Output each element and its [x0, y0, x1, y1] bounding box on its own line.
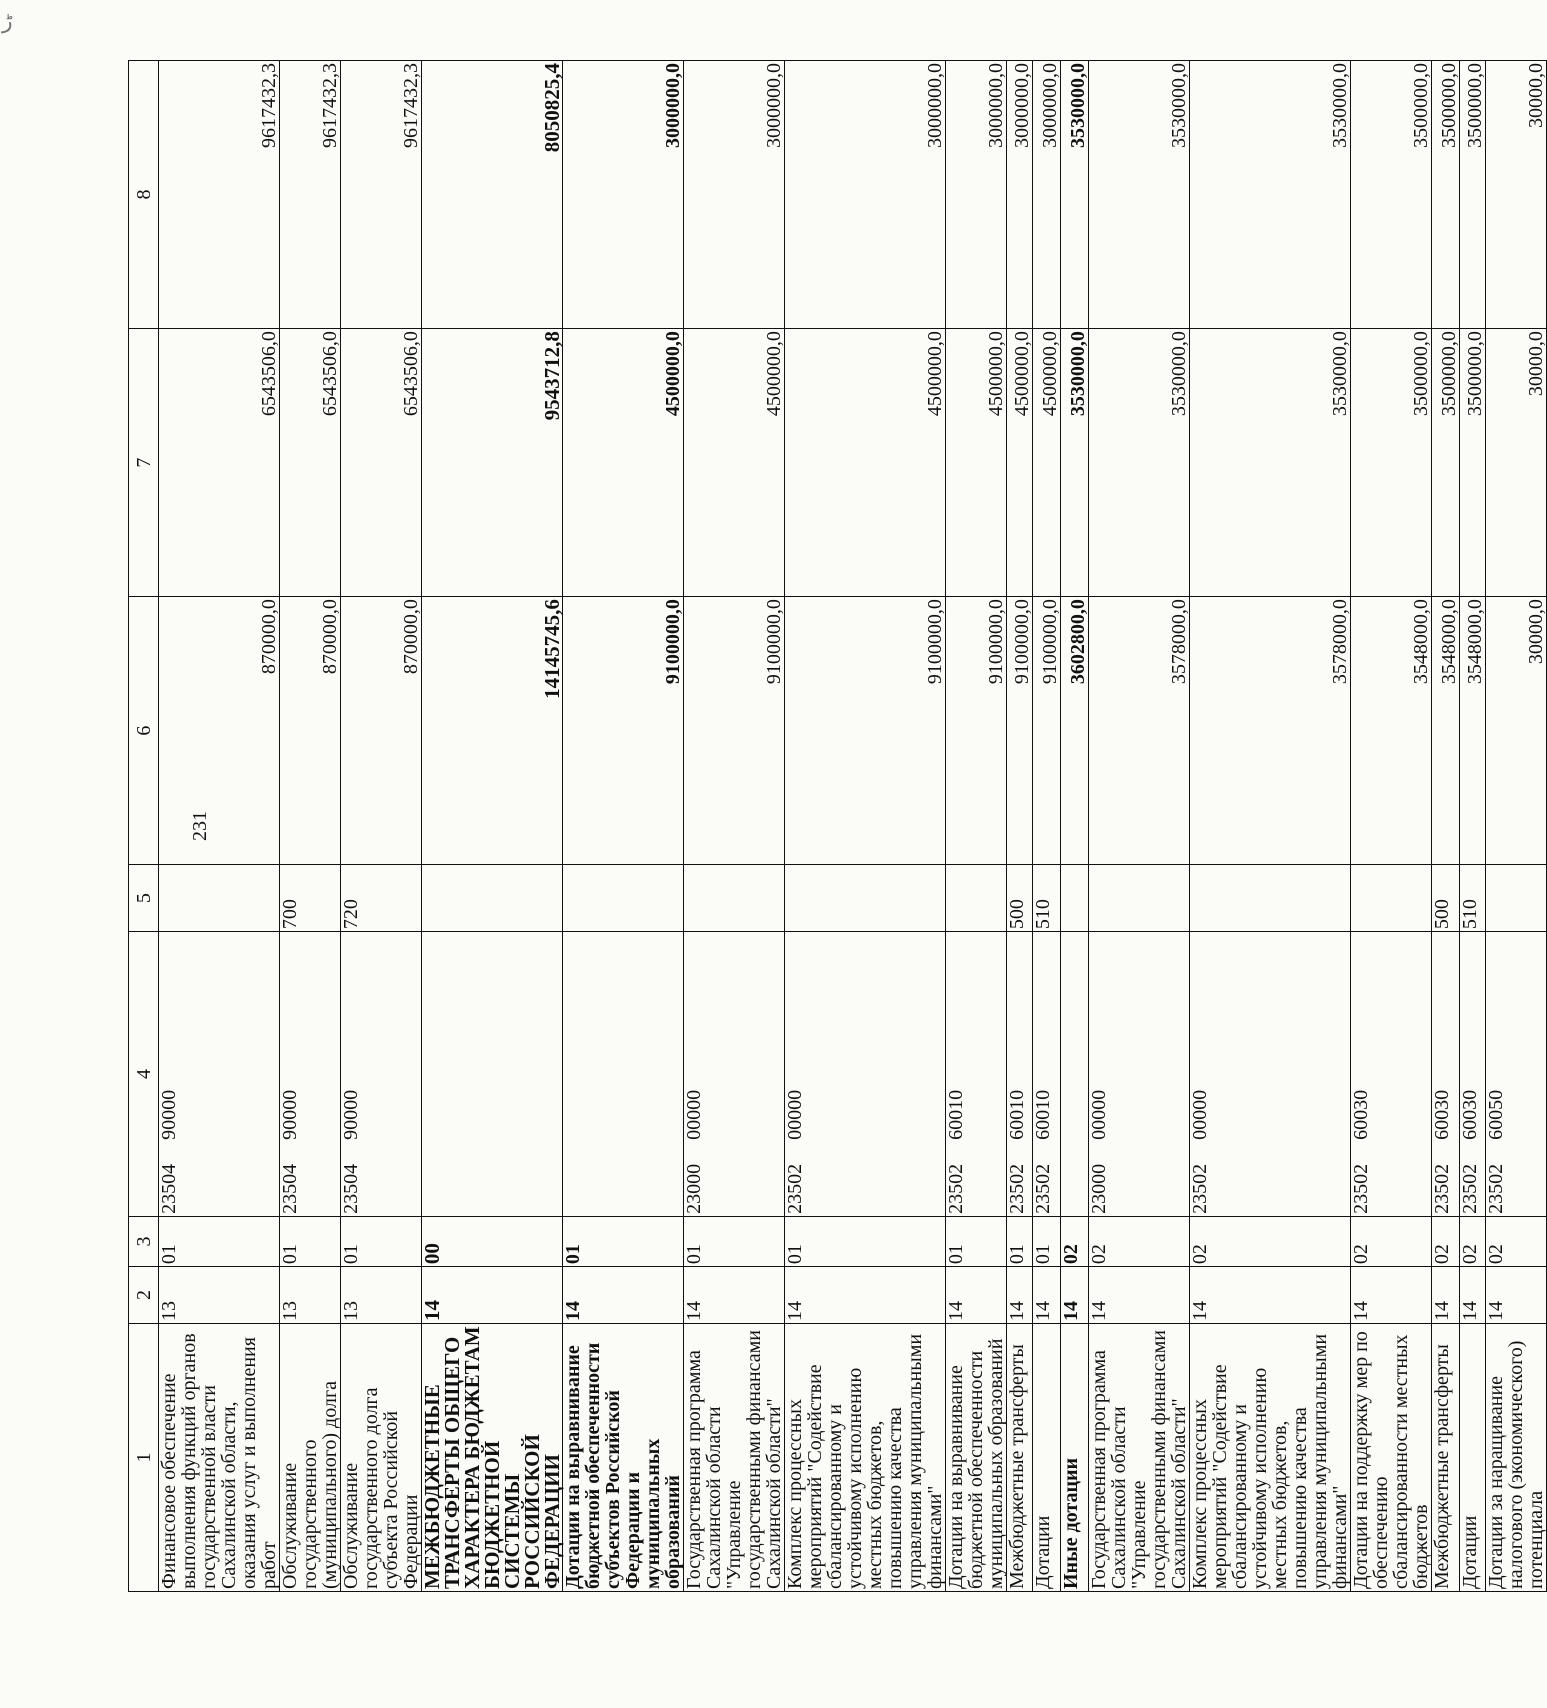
target-article-program: 23502 — [1485, 1163, 1507, 1214]
expense-type-cell: 510 — [1460, 865, 1486, 932]
table-row — [1033, 61, 1061, 1592]
section-code-cell: 13 — [280, 1267, 341, 1324]
section-code-cell: 14 — [1460, 1267, 1486, 1324]
table-row — [1432, 61, 1460, 1592]
amount-col6-cell: 14145745,6 — [422, 597, 563, 865]
row-name-cell: Дотации за наращивание налогового (экономического) потенциала — [1486, 1324, 1547, 1592]
section-code-cell: 14 — [1486, 1267, 1547, 1324]
subsection-code-cell: 01 — [785, 1216, 946, 1266]
amount-col8-cell: 3000000,0 — [785, 61, 946, 329]
table-row — [1007, 61, 1033, 1592]
table-row — [1460, 61, 1486, 1592]
target-article-cell — [280, 932, 341, 1217]
amount-col6-cell: 3548000,0 — [1460, 597, 1486, 865]
amount-col6-cell: 3548000,0 — [1351, 597, 1432, 865]
expense-type-cell: 500 — [1007, 865, 1033, 932]
section-code-cell: 14 — [1033, 1267, 1061, 1324]
subsection-code-cell: 02 — [1460, 1216, 1486, 1266]
amount-col6-cell: 9100000,0 — [563, 597, 684, 865]
target-article-direction: 60030 — [1431, 1089, 1453, 1140]
expense-type-cell — [1486, 865, 1547, 932]
scan-mark: ڑ — [2, 8, 13, 33]
row-name-cell: Дотации на поддержку мер по обеспечению сбалансированности местных бюджетов — [1351, 1324, 1432, 1592]
target-article-cell — [159, 932, 280, 1217]
subsection-code-cell: 02 — [1486, 1216, 1547, 1266]
table-row — [785, 61, 946, 1592]
target-article-cell — [1033, 932, 1061, 1217]
table-header-row — [129, 61, 159, 1592]
amount-col7-cell: 30000,0 — [1486, 329, 1547, 597]
expense-type-cell — [946, 865, 1007, 932]
expense-type-cell — [422, 865, 563, 932]
row-name-cell: Комплекс процессных мероприятий "Содействие сбалансированному и устойчивому исполнению местных бюджетов, повышению качества управления муниципальными финансами" — [785, 1324, 946, 1592]
expense-type-cell — [785, 865, 946, 932]
table-row — [1190, 61, 1351, 1592]
amount-col7-cell: 4500000,0 — [1033, 329, 1061, 597]
subsection-code-cell: 01 — [1007, 1216, 1033, 1266]
amount-col8-cell: 3500000,0 — [1460, 61, 1486, 329]
page-number: 231 — [189, 811, 211, 841]
row-name-cell: Иные дотации — [1061, 1324, 1089, 1592]
row-name-cell: Межбюджетные трансферты — [1007, 1324, 1033, 1592]
amount-col7-cell: 3500000,0 — [1432, 329, 1460, 597]
subsection-code-cell: 02 — [1089, 1216, 1190, 1266]
amount-col7-cell: 6543506,0 — [159, 329, 280, 597]
amount-col8-cell: 3500000,0 — [1432, 61, 1460, 329]
table-row — [563, 61, 684, 1592]
target-article-cell — [1190, 932, 1351, 1217]
table-row — [1351, 61, 1432, 1592]
table-row — [1061, 61, 1089, 1592]
target-article-program: 23502 — [1431, 1163, 1453, 1214]
subsection-code-cell: 02 — [1061, 1216, 1089, 1266]
section-code-cell: 14 — [1061, 1267, 1089, 1324]
amount-col7-cell: 6543506,0 — [341, 329, 422, 597]
row-name-cell: МЕЖБЮДЖЕТНЫЕ ТРАНСФЕРТЫ ОБЩЕГО ХАРАКТЕРА БЮДЖЕТАМ БЮДЖЕТНОЙ СИСТЕМЫ РОССИЙСКОЙ ФЕДЕРАЦИИ — [422, 1324, 563, 1592]
row-name-cell: Дотации — [1460, 1324, 1486, 1592]
amount-col7-cell: 4500000,0 — [684, 329, 785, 597]
amount-col8-cell: 30000,0 — [1486, 61, 1547, 329]
expense-type-cell — [1089, 865, 1190, 932]
subsection-code-cell: 02 — [1432, 1216, 1460, 1266]
target-article-direction: 60050 — [1485, 1089, 1507, 1140]
amount-col8-cell: 3000000,0 — [946, 61, 1007, 329]
column-header: 1 — [129, 1324, 159, 1592]
amount-col8-cell: 9617432,3 — [341, 61, 422, 329]
target-article-program: 23502 — [1350, 1163, 1372, 1214]
amount-col8-cell: 3530000,0 — [1061, 61, 1089, 329]
row-name-cell: Обслуживание государственного долга субъекта Российской Федерации — [341, 1324, 422, 1592]
amount-col7-cell: 4500000,0 — [785, 329, 946, 597]
section-code-cell: 14 — [684, 1267, 785, 1324]
column-header: 8 — [129, 61, 159, 329]
expense-type-cell — [1061, 865, 1089, 932]
section-code-cell: 14 — [1190, 1267, 1351, 1324]
column-header: 6 — [129, 597, 159, 865]
target-article-cell — [946, 932, 1007, 1217]
row-name-cell: Государственная программа Сахалинской области "Управление государственными финансами Сахалинской области" — [684, 1324, 785, 1592]
target-article-direction: 00000 — [1189, 1089, 1211, 1140]
target-article-cell — [1061, 932, 1089, 1217]
amount-col7-cell: 6543506,0 — [280, 329, 341, 597]
expense-type-cell: 700 — [280, 865, 341, 932]
amount-col6-cell: 870000,0 — [280, 597, 341, 865]
amount-col7-cell: 4500000,0 — [946, 329, 1007, 597]
subsection-code-cell: 02 — [1351, 1216, 1432, 1266]
target-article-program: 23504 — [340, 1163, 362, 1214]
target-article-program: 23502 — [1032, 1163, 1054, 1214]
target-article-cell — [1351, 932, 1432, 1217]
amount-col6-cell: 9100000,0 — [1033, 597, 1061, 865]
expense-type-cell: 720 — [341, 865, 422, 932]
row-name-cell: Финансовое обеспечение выполнения функций органов государственной власти Сахалинской области, оказания услуг и выполнения работ — [159, 1324, 280, 1592]
target-article-program: 23502 — [784, 1163, 806, 1214]
column-header: 4 — [129, 932, 159, 1217]
target-article-cell — [684, 932, 785, 1217]
target-article-direction: 60010 — [1006, 1089, 1028, 1140]
target-article-cell — [1007, 932, 1033, 1217]
target-article-direction: 00000 — [784, 1089, 806, 1140]
amount-col6-cell: 9100000,0 — [684, 597, 785, 865]
amount-col8-cell: 9617432,3 — [280, 61, 341, 329]
section-code-cell: 14 — [422, 1267, 563, 1324]
subsection-code-cell: 01 — [684, 1216, 785, 1266]
subsection-code-cell: 01 — [946, 1216, 1007, 1266]
target-article-cell — [563, 932, 684, 1217]
target-article-direction: 00000 — [1088, 1089, 1110, 1140]
subsection-code-cell: 01 — [159, 1216, 280, 1266]
amount-col7-cell: 3530000,0 — [1190, 329, 1351, 597]
section-code-cell: 13 — [341, 1267, 422, 1324]
target-article-cell — [785, 932, 946, 1217]
subsection-code-cell: 01 — [341, 1216, 422, 1266]
amount-col8-cell: 3530000,0 — [1089, 61, 1190, 329]
target-article-direction: 60010 — [945, 1089, 967, 1140]
target-article-direction: 60030 — [1350, 1089, 1372, 1140]
row-name-cell: Государственная программа Сахалинской области "Управление государственными финансами Сахалинской области" — [1089, 1324, 1190, 1592]
section-code-cell: 14 — [1351, 1267, 1432, 1324]
column-header: 3 — [129, 1216, 159, 1266]
budget-table — [128, 60, 1547, 1592]
table-row — [1089, 61, 1190, 1592]
amount-col6-cell: 3578000,0 — [1089, 597, 1190, 865]
expense-type-cell — [159, 865, 280, 932]
table-row — [1486, 61, 1547, 1592]
table-row — [159, 61, 280, 1592]
section-code-cell: 14 — [1007, 1267, 1033, 1324]
column-header: 7 — [129, 329, 159, 597]
target-article-cell — [341, 932, 422, 1217]
amount-col7-cell: 3500000,0 — [1351, 329, 1432, 597]
row-name-cell: Дотации на выравнивание бюджетной обеспеченности субъектов Российской Федерации и муниципальных образований — [563, 1324, 684, 1592]
subsection-code-cell: 02 — [1190, 1216, 1351, 1266]
amount-col8-cell: 3000000,0 — [1007, 61, 1033, 329]
row-name-cell: Дотации — [1033, 1324, 1061, 1592]
table-row — [422, 61, 563, 1592]
amount-col6-cell: 9100000,0 — [1007, 597, 1033, 865]
row-name-cell: Комплекс процессных мероприятий "Содействие сбалансированному и устойчивому исполнению местных бюджетов, повышению качества управления муниципальными финансами" — [1190, 1324, 1351, 1592]
column-header: 5 — [129, 865, 159, 932]
amount-col6-cell: 3548000,0 — [1432, 597, 1460, 865]
amount-col8-cell: 3000000,0 — [684, 61, 785, 329]
target-article-direction: 60030 — [1459, 1089, 1481, 1140]
target-article-direction: 90000 — [340, 1089, 362, 1140]
amount-col8-cell: 3530000,0 — [1190, 61, 1351, 329]
amount-col6-cell: 9100000,0 — [785, 597, 946, 865]
column-header: 2 — [129, 1267, 159, 1324]
amount-col8-cell: 8050825,4 — [422, 61, 563, 329]
section-code-cell: 14 — [946, 1267, 1007, 1324]
target-article-direction: 00000 — [683, 1089, 705, 1140]
amount-col8-cell: 9617432,3 — [159, 61, 280, 329]
subsection-code-cell: 00 — [422, 1216, 563, 1266]
amount-col7-cell: 9543712,8 — [422, 329, 563, 597]
expense-type-cell — [1190, 865, 1351, 932]
table-row — [946, 61, 1007, 1592]
amount-col7-cell: 4500000,0 — [1007, 329, 1033, 597]
target-article-program: 23504 — [279, 1163, 301, 1214]
amount-col8-cell: 3000000,0 — [563, 61, 684, 329]
target-article-cell — [1089, 932, 1190, 1217]
expense-type-cell: 500 — [1432, 865, 1460, 932]
row-name-cell: Обслуживание государственного (муниципального) долга — [280, 1324, 341, 1592]
amount-col7-cell: 4500000,0 — [563, 329, 684, 597]
amount-col7-cell: 3530000,0 — [1061, 329, 1089, 597]
section-code-cell: 14 — [1432, 1267, 1460, 1324]
subsection-code-cell: 01 — [1033, 1216, 1061, 1266]
amount-col6-cell: 9100000,0 — [946, 597, 1007, 865]
section-code-cell: 14 — [1089, 1267, 1190, 1324]
target-article-program: 23502 — [1459, 1163, 1481, 1214]
target-article-cell — [1460, 932, 1486, 1217]
table-row — [341, 61, 422, 1592]
section-code-cell: 14 — [563, 1267, 684, 1324]
amount-col6-cell: 3578000,0 — [1190, 597, 1351, 865]
amount-col8-cell: 3500000,0 — [1351, 61, 1432, 329]
target-article-cell — [1432, 932, 1460, 1217]
table-row — [280, 61, 341, 1592]
target-article-program: 23000 — [683, 1163, 705, 1214]
target-article-program: 23000 — [1088, 1163, 1110, 1214]
expense-type-cell — [563, 865, 684, 932]
amount-col6-cell: 870000,0 — [159, 597, 280, 865]
subsection-code-cell: 01 — [563, 1216, 684, 1266]
amount-col7-cell: 3500000,0 — [1460, 329, 1486, 597]
target-article-cell — [422, 932, 563, 1217]
target-article-program: 23504 — [158, 1163, 180, 1214]
target-article-program: 23502 — [1189, 1163, 1211, 1214]
amount-col6-cell: 3602800,0 — [1061, 597, 1089, 865]
target-article-direction: 90000 — [279, 1089, 301, 1140]
section-code-cell: 14 — [785, 1267, 946, 1324]
amount-col8-cell: 3000000,0 — [1033, 61, 1061, 329]
amount-col6-cell: 870000,0 — [341, 597, 422, 865]
table-row — [684, 61, 785, 1592]
expense-type-cell — [684, 865, 785, 932]
row-name-cell: Дотации на выравнивание бюджетной обеспеченности муниципальных образований — [946, 1324, 1007, 1592]
target-article-program: 23502 — [1006, 1163, 1028, 1214]
amount-col7-cell: 3530000,0 — [1089, 329, 1190, 597]
section-code-cell: 13 — [159, 1267, 280, 1324]
rotated-page — [128, 60, 1547, 1592]
target-article-cell — [1486, 932, 1547, 1217]
row-name-cell: Межбюджетные трансферты — [1432, 1324, 1460, 1592]
subsection-code-cell: 01 — [280, 1216, 341, 1266]
target-article-direction: 60010 — [1032, 1089, 1054, 1140]
expense-type-cell: 510 — [1033, 865, 1061, 932]
target-article-program: 23502 — [945, 1163, 967, 1214]
expense-type-cell — [1351, 865, 1432, 932]
amount-col6-cell: 30000,0 — [1486, 597, 1547, 865]
target-article-direction: 90000 — [158, 1089, 180, 1140]
